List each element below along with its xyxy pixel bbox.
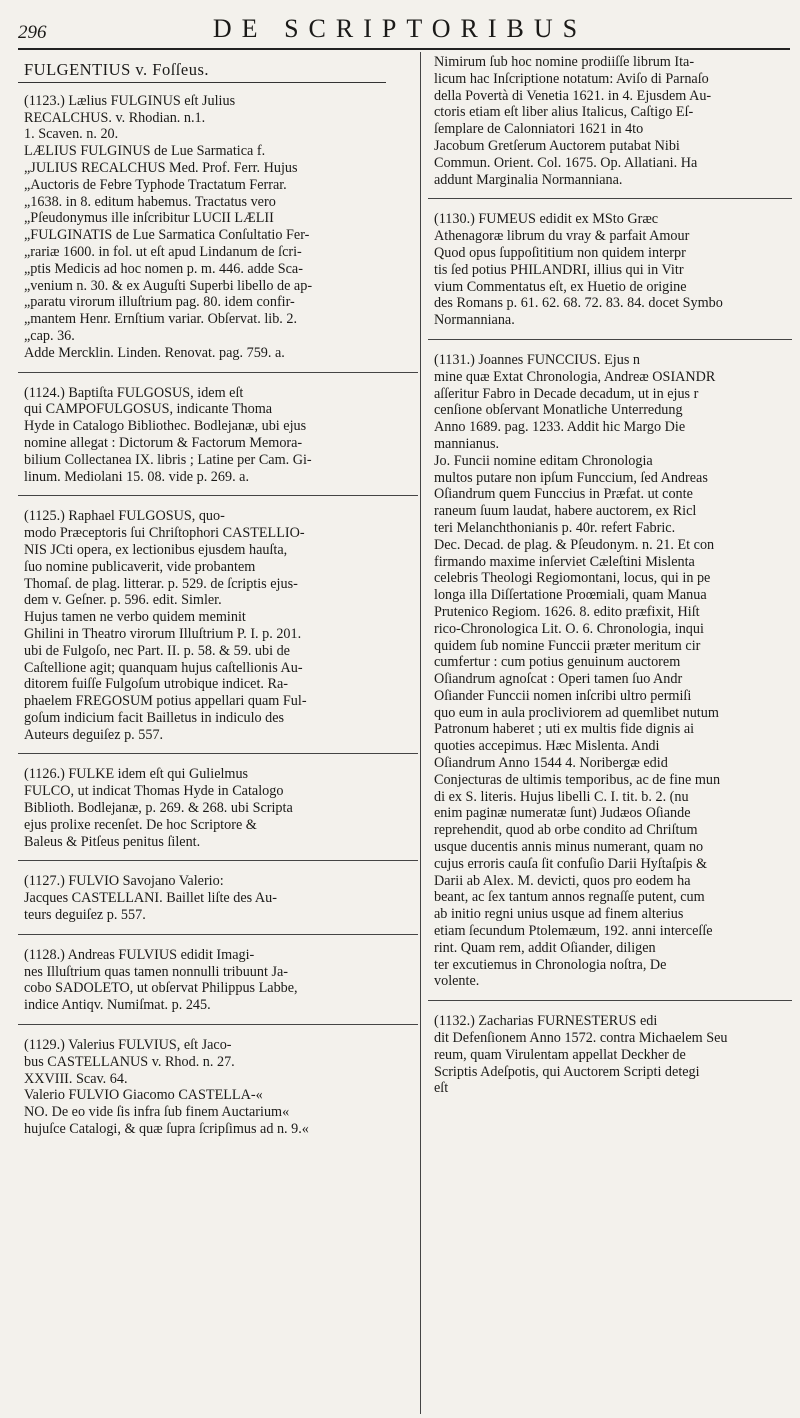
- text-line: tis ſed potius PHILANDRI, illius qui in Vitr: [434, 261, 684, 278]
- text-line: Caſtellione agit; quanquam hujus caſtellionis Au-: [24, 659, 303, 676]
- text-line: reum, quam Virulentam appellat Deckher de: [434, 1046, 686, 1063]
- text-line: „JULIUS RECALCHUS Med. Prof. Ferr. Hujus: [24, 159, 298, 176]
- heading-rule: [18, 82, 386, 83]
- text-line: quo eum in aula procliviorem ad quemlibet nutum: [434, 704, 719, 721]
- text-line: enim paginæ numeratæ ſunt) Judæos Oſiande: [434, 805, 691, 822]
- text-line: Auteurs deguiſez p. 557.: [24, 726, 164, 743]
- text-line: bus CASTELLANUS v. Rhod. n. 27.: [24, 1053, 235, 1070]
- text-line: Scriptis Adeſpotis, qui Auctorem Scripti detegi: [434, 1063, 700, 1080]
- text-line: „1638. in 8. editum habemus. Tractatus vero: [24, 193, 276, 210]
- text-line: (1128.) Andreas FULVIUS edidit Imagi-: [24, 946, 255, 963]
- text-line: Normanniana.: [434, 312, 515, 329]
- text-line: (1131.) Joannes FUNCCIUS. Ejus n: [434, 351, 640, 368]
- text-line: nes Illuſtrium quas tamen nonnulli tribuunt Ja-: [24, 963, 289, 980]
- text-line: ctoris etiam eſt liber alius Italicus, Caſtigo Eſ-: [434, 104, 694, 121]
- text-line: volente.: [434, 973, 480, 990]
- text-line: Oſiander Funccii nomen inſcribi ultro permiſi: [434, 687, 692, 704]
- text-line: 1. Scaven. n. 20.: [24, 126, 119, 143]
- text-line: usque ducentis annis minus numerant, quam no: [434, 839, 704, 856]
- text-line: Adde Mercklin. Linden. Renovat. pag. 759. a.: [24, 344, 285, 361]
- text-line: raneum ſuum laudat, habere auctorem, ex Ricl: [434, 503, 697, 520]
- entry-1125: [18, 508, 418, 743]
- left-column: [18, 54, 418, 1138]
- text-line: Conjecturas de ultimis temporibus, ac de fine mun: [434, 771, 721, 788]
- text-line: (1126.) FULKE idem eſt qui Gulielmus: [24, 766, 249, 783]
- text-line: Baleus & Pitſeus penitus ſilent.: [24, 833, 201, 850]
- text-line: Oſiandrum agnoſcat : Operi tamen ſuo Andr: [434, 671, 683, 688]
- text-line: rico-Chronologica Lit. O. 6. Chronologia, inqui: [434, 620, 704, 637]
- text-line: qui CAMPOFULGOSUS, indicante Thoma: [24, 401, 273, 418]
- entry-separator: [18, 372, 418, 373]
- text-line: dit Defenſionem Anno 1572. contra Michaelem Seu: [434, 1030, 728, 1047]
- text-line: (1129.) Valerius FULVIUS, eſt Jaco-: [24, 1037, 232, 1054]
- text-line: Quod opus ſuppoſititium non quidem interpr: [434, 244, 686, 261]
- text-line: cumfertur : cum potius genuinum auctorem: [434, 654, 681, 671]
- text-line: Oſiandrum quem Funccius in Præfat. ut conte: [434, 486, 693, 503]
- header-rule: [18, 48, 790, 50]
- text-line: celebris Theologi Regiomontani, locus, qui in pe: [434, 570, 711, 587]
- text-line: „rariæ 1600. in fol. ut eſt apud Lindanum de ſcri-: [24, 243, 302, 260]
- text-line: „FULGINATIS de Lue Sarmatica Conſultatio Fer-: [24, 227, 310, 244]
- text-line: bilium Collectanea IX. libris ; Latine per Cam. Gi-: [24, 451, 312, 468]
- text-line: teurs deguiſez p. 557.: [24, 907, 146, 924]
- entry-separator: [428, 198, 792, 199]
- text-line: ubi de Fulgoſo, nec Part. II. p. 58. & 59. ubi de: [24, 642, 290, 659]
- text-line: rint. Quam rem, addit Oſiander, diligen: [434, 939, 656, 956]
- entry-1124: [18, 385, 418, 486]
- entry-separator: [18, 1024, 418, 1025]
- right-column: [428, 54, 792, 1097]
- entry-1127: [18, 873, 418, 923]
- text-line: phaelem FREGOSUM potius appellari quam Ful-: [24, 693, 307, 710]
- text-line: „mantem Henr. Ernſtium variar. Obſervat. lib. 2.: [24, 311, 298, 328]
- entry-separator: [18, 495, 418, 496]
- text-line: cujus erroris cauſa ſit confuſio Darii Hyſtaſpis &: [434, 855, 708, 872]
- text-line: teri Melanchthonianis p. 40r. refert Fabric.: [434, 519, 676, 536]
- text-line: ſuo nomine publicaverit, vide probantem: [24, 558, 256, 575]
- text-line: indice Antiqv. Numiſmat. p. 245.: [24, 997, 211, 1014]
- text-line: (1130.) FUMEUS edidit ex MSto Græc: [434, 211, 659, 228]
- text-line: hujuſce Catalogi, & quæ ſupra ſcripſimus ad n. 9.«: [24, 1121, 309, 1138]
- text-line: „ptis Medicis ad hoc nomen p. m. 446. adde Sca-: [24, 260, 303, 277]
- text-line: vium Commentatus eſt, ex Huetio de origine: [434, 278, 687, 295]
- text-line: linum. Mediolani 15. 08. vide p. 269. a.: [24, 468, 250, 485]
- text-line: Jacobum Gretſerum Auctorem putabat Nibi: [434, 137, 680, 154]
- text-line: Athenagoræ librum du vray & parfait Amour: [434, 228, 690, 245]
- text-line: Thomaſ. de plag. litterar. p. 529. de ſcriptis ejus-: [24, 575, 298, 592]
- text-line: goſum indicium facit Bailletus in indiculo des: [24, 709, 285, 726]
- text-line: Ghilini in Theatro virorum Illuſtrium P. I. p. 201.: [24, 625, 302, 642]
- text-line: „Pſeudonymus ille inſcribitur LUCII LÆLII: [24, 210, 274, 227]
- text-line: (1132.) Zacharias FURNESTERUS edi: [434, 1013, 658, 1030]
- text-line: eſt: [434, 1080, 449, 1097]
- text-line: LÆLIUS FULGINUS de Lue Sarmatica f.: [24, 143, 266, 160]
- entry-1128: [18, 947, 418, 1014]
- entry-1123: [18, 93, 418, 362]
- text-line: „venium n. 30. & ex Auguſti Superbi libello de ap-: [24, 277, 313, 294]
- text-line: (1125.) Raphael FULGOSUS, quo-: [24, 508, 225, 525]
- text-line: ditorem fuiſſe Fulgoſum utrobique indicet. Ra-: [24, 676, 288, 693]
- text-line: cobo SADOLETO, ut obſervat Philippus Labbe,: [24, 980, 298, 997]
- text-line: ejus prolixe recenſet. De hoc Scriptore &: [24, 816, 257, 833]
- text-line: etiam ſecundum Ptolemæum, 192. anni interceſſe: [434, 923, 713, 940]
- text-line: firmando maxime inſerviet Cæleſtini Mislenta: [434, 553, 695, 570]
- text-line: Commun. Orient. Col. 1675. Op. Allatiani. Ha: [434, 154, 698, 171]
- text-line: della Povertà di Venetia 1621. in 4. Ejusdem Au-: [434, 87, 712, 104]
- text-line: nomine allegat : Dictorum & Factorum Memora-: [24, 434, 303, 451]
- text-line: beant, ac ſex tantum annos regnaſſe putent, cum: [434, 889, 705, 906]
- text-line: Prutenico Regiom. 1626. 8. edito præfixit, Hiſt: [434, 603, 700, 620]
- entry-separator: [428, 1000, 792, 1001]
- entry-separator: [18, 934, 418, 935]
- text-line: longa illa Diſſertatione Proœmiali, quam Manua: [434, 587, 707, 604]
- entry-separator: [18, 753, 418, 754]
- text-line: NIS JCti opera, ex lectionibus ejusdem hauſta,: [24, 541, 288, 558]
- text-line: NO. De eo vide ſis infra ſub finem Auctarium«: [24, 1104, 290, 1121]
- text-line: Jo. Funcii nomine editam Chronologia: [434, 452, 653, 469]
- text-line: ab initio regni unius usque ad finem alterius: [434, 906, 684, 923]
- text-line: „Auctoris de Febre Typhode Tractatum Ferrar.: [24, 176, 287, 193]
- text-line: quoties accepimus. Hæc Mislenta. Andi: [434, 738, 660, 755]
- text-line: modo Præceptoris ſui Chriſtophori CASTELLIO-: [24, 525, 305, 542]
- text-line: Patronum haberet ; uti ex multis fide dignis ai: [434, 721, 695, 738]
- text-line: „paratu virorum illuſtrium pag. 80. idem confir-: [24, 294, 295, 311]
- text-line: (1124.) Baptiſta FULGOSUS, idem eſt: [24, 384, 244, 401]
- entry-1126: [18, 766, 418, 850]
- text-line: di ex S. literis. Hujus libelli C. I. tit. b. 2. (nu: [434, 788, 689, 805]
- text-line: licum hac Inſcriptione notatum: Aviſo di Parnaſo: [434, 70, 709, 87]
- entry-continued: [428, 54, 792, 188]
- entry-separator: [18, 860, 418, 861]
- text-line: Anno 1689. pag. 1233. Addit hic Margo Die: [434, 419, 686, 436]
- text-line: Valerio FULVIO Giacomo CASTELLA-«: [24, 1087, 263, 1104]
- text-line: Dec. Decad. de plag. & Pſeudonym. n. 21. Et con: [434, 536, 715, 553]
- entry-1132: [428, 1013, 792, 1097]
- entry-separator: [428, 339, 792, 340]
- running-head: DE SCRIPTORIBUS: [212, 14, 588, 43]
- text-line: Biblioth. Bodlejanæ, p. 269. & 268. ubi Scripta: [24, 800, 293, 817]
- text-line: FULCO, ut indicat Thomas Hyde in Catalogo: [24, 783, 284, 800]
- text-line: (1127.) FULVIO Savojano Valerio:: [24, 873, 224, 890]
- text-line: mine quæ Extat Chronologia, Andreæ OSIANDR: [434, 368, 716, 385]
- text-line: addunt Marginalia Normanniana.: [434, 171, 623, 188]
- text-line: ſemplare de Calonniatori 1621 in 4to: [434, 121, 644, 138]
- text-line: Jacques CASTELLANI. Baillet liſte des Au-: [24, 890, 277, 907]
- text-line: XXVIII. Scav. 64.: [24, 1070, 128, 1087]
- text-line: quidem ſub nomine Funccii præter meritum cir: [434, 637, 701, 654]
- text-line: Darii ab Alex. M. devicti, quos pro eodem ha: [434, 872, 691, 889]
- text-line: multos putare non ipſum Funccium, ſed Andreas: [434, 469, 708, 486]
- text-line: Nimirum ſub hoc nomine prodiiſſe librum Ita-: [434, 54, 695, 70]
- entry-1129: [18, 1037, 418, 1138]
- entry-1130: [428, 211, 792, 329]
- text-line: cenſione obſervant Monatliche Unterredung: [434, 402, 683, 419]
- text-line: RECALCHUS. v. Rhodian. n.1.: [24, 109, 206, 126]
- section-heading: FULGENTIUS v. Foſſeus.: [24, 60, 210, 79]
- text-line: „cap. 36.: [24, 327, 75, 344]
- text-line: Hujus tamen ne verbo quidem meminit: [24, 609, 246, 626]
- text-line: dem v. Geſner. p. 596. edit. Simler.: [24, 592, 222, 609]
- text-line: (1123.) Lælius FULGINUS eſt Julius: [24, 92, 236, 109]
- text-line: mannianus.: [434, 435, 500, 452]
- column-divider: [420, 52, 421, 1414]
- text-line: Hyde in Catalogo Bibliothec. Bodlejanæ, ubi ejus: [24, 418, 307, 435]
- text-line: Oſiandrum Anno 1544 4. Noribergæ edid: [434, 755, 668, 772]
- text-line: reprehendit, quod ab orbe condito ad Chriſtum: [434, 822, 698, 839]
- page-number: 296: [18, 22, 47, 43]
- text-line: ter excutiemus in Chronologia noſtra, De: [434, 956, 667, 973]
- text-line: aſſeritur Fabro in Decade decadum, ut in ejus r: [434, 385, 699, 402]
- text-line: des Romans p. 61. 62. 68. 72. 83. 84. docet Symbo: [434, 295, 723, 312]
- entry-1131: [428, 352, 792, 990]
